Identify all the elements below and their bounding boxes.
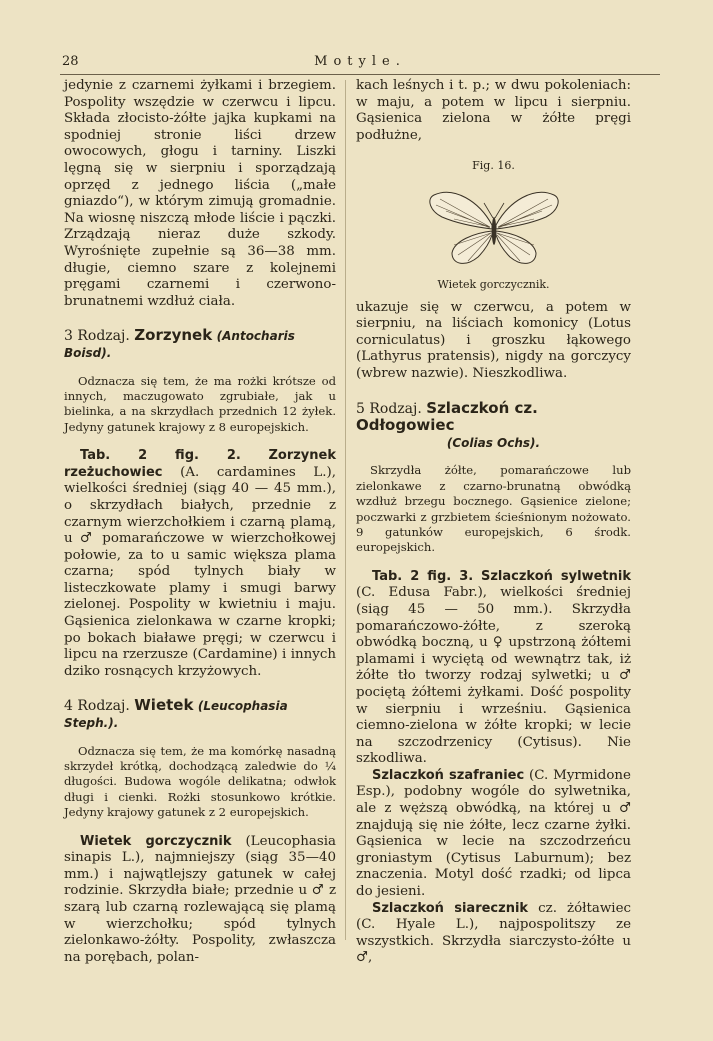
species-text: cz. żółtawiec (C. Hyale L.), najpospolitszy ze wszystkich. Skrzydła siarczysto-żółte u ♂, [356, 900, 632, 966]
paragraph-continuation: kach leśnych i t. p.; w dwu pokoleniach: w maju, a potem w lipcu i sierpniu. Gąsienica zielona w żółte pręgi podłużne, [356, 78, 631, 143]
species-entry-sylwetnik [356, 569, 631, 768]
column-divider [345, 80, 346, 940]
species-entry-szafraniec [356, 768, 631, 901]
page-number: 28 [62, 54, 79, 69]
species-name: Szlaczkoń szafraniec [372, 767, 525, 783]
plate-reference: Tab. 2 fig. 3. [372, 568, 474, 584]
species-name: Szlaczkoń siarecznik [372, 900, 529, 916]
figure-caption: Wietek gorczycznik. [437, 277, 550, 291]
header-rule [60, 74, 660, 75]
species-entry-gorczycznik [64, 834, 336, 967]
genus-description: Skrzydła żółte, pomarańczowe lub zielonkawe z czarno-brunatną obwódką wzdłuż brzegu bocznego. Gąsienice zielone; poczwarki z grzbietem ścieśnionym nożowato. 9 gatunków europejskich, 6 środk. europejskich. [356, 463, 631, 555]
page-header [60, 54, 660, 72]
genus-description: Odznacza się tem, że ma komórkę nasadną skrzydeł krótką, dochodzącą zaledwie do ¼ długości. Budowa wogóle delikatna; odwłok długi i cienki. Rożki stosunkowo krótkie. Jedyny krajowy gatunek z 2 europejskich. [64, 743, 336, 820]
figure [356, 158, 631, 293]
genus-name: Wietek [134, 696, 194, 715]
right-column [356, 78, 631, 967]
running-title: Motyle. [314, 54, 406, 69]
genus-author: (Antocharis Boisd). [64, 329, 295, 360]
genus-description: Odznacza się tem, że ma rożki krótsze od innych, maczugowato zgrubiałe, jak u bielinka, a na skrzydłach przednich 12 żyłek. Jedyny gatunek krajowy z 8 europejskich. [64, 373, 336, 434]
genus-name: Szlaczkoń cz. Odłogowiec [356, 398, 538, 435]
figure-label: Fig. 16. [472, 159, 515, 173]
genus-number: 4 Rodzaj. [64, 698, 130, 715]
species-entry-siarecznik [356, 901, 631, 967]
genus-number: 5 Rodzaj. [356, 400, 422, 417]
genus-author: (Colias Ochs). [446, 435, 541, 450]
genus-heading-zorzynek [64, 327, 336, 361]
species-entry-rzezuchowiec [64, 448, 336, 680]
plate-reference: Tab. 2 fig. 2. [80, 448, 241, 464]
butterfly-illustration [424, 181, 564, 273]
genus-author: (Leucophasia Steph.). [64, 699, 288, 731]
species-text: (A. cardamines L.), wielkości średniej (siąg 40 — 45 mm.), o skrzydłach białych, przednie z czarnym wierzchołkiem i czarną plamą, u ♂ pomarańczowe w wierzchołkowej połowie, za to u samic większa plama czarna; spód tylnych biały w listeczkowate plamy i smugi barwy zielonej. Pospolity w kwietniu i maju. Gąsienica zielonkawa w czarne kropki; po bokach białawe pręgi; w czerwcu i lipcu na rzerzusze (Cardamine) i innych dziko rosnących krzyżowych. [64, 464, 336, 679]
species-text: (C. Edusa Fabr.), wielkości średniej (siąg 45 — 50 mm.). Skrzydła pomarańczowo-żółte, z szeroką obwódką boczną, u ♀ upstrzoną żółtemi plamami i wyciętą od wewnątrz tak, iż żółte tło tworzy rodzaj sylwetki; u ♂ pociętą żółtemi żyłkami. Dość pospolity w sierpniu i wrześniu. Gąsienica ciemno-zielona w żółte kropki; w lecie na szczodrzenicy (Cytisus). Nie szkodliwa. [356, 585, 631, 767]
species-text: (C. Myrmidone Esp.), podobny wogóle do sylwetnika, ale z węższą obwódką, na której u ♂ znajdują się nie żółte, lecz czarne żyłki. Gąsienica w lecie na szczodrzeńcu groniastym (Cytisus Laburnum); bez znaczenia. Motyl dość rzadki; od lipca do jesieni. [356, 767, 631, 900]
species-name: Wietek gorczycznik [80, 833, 232, 849]
genus-heading-wietek [64, 697, 336, 731]
species-text: (Leucophasia sinapis L.), najmniejszy (siąg 35—40 mm.) i najwątlejszy gatunek w całej rodzinie. Skrzydła białe; przednie u ♂ z szarą lub czarną rozlewającą się plamą w wierzchołku; spód tylnych zielonkawo-żółty. Pospolity, zwłaszcza na porębach, polan- [64, 833, 336, 965]
genus-number: 3 Rodzaj. [64, 328, 130, 345]
genus-heading-szlaczkon [356, 400, 631, 452]
species-name: Szlaczkoń sylwetnik [480, 568, 631, 584]
genus-name: Zorzynek [134, 326, 213, 345]
paragraph-continuation: jedynie z czarnemi żyłkami i brzegiem. Pospolity wszędzie w czerwcu i lipcu. Składa złocisto-żółte jajka kupkami na spodniej stronie liści drzew owocowych, głogu i tarniny. Liszki lęgną się w sierpniu i sporządzają oprzęd z jednego liścia („małe gniazdo“), w którym zimują gromadnie. Na wiosnę niszczą młode liście i pączki. Zrządzają nieraz duże szkody. Wyrośnięte zupełnie są 36—38 mm. długie, ciemno szare z kolejnemi pręgami czarnemi i czerwono-brunatnemi wzdłuż ciała. [64, 78, 336, 309]
species-name: Zorzynek rzeżuchowiec [64, 448, 336, 480]
paragraph: ukazuje się w czerwcu, a potem w sierpniu, na liściach komonicy (Lotus corniculatus) i groszku łąkowego (Lathyrus pratensis), nigdy na gorczycy (wbrew nazwie). Nieszkodliwa. [356, 299, 631, 381]
left-column [64, 78, 336, 966]
